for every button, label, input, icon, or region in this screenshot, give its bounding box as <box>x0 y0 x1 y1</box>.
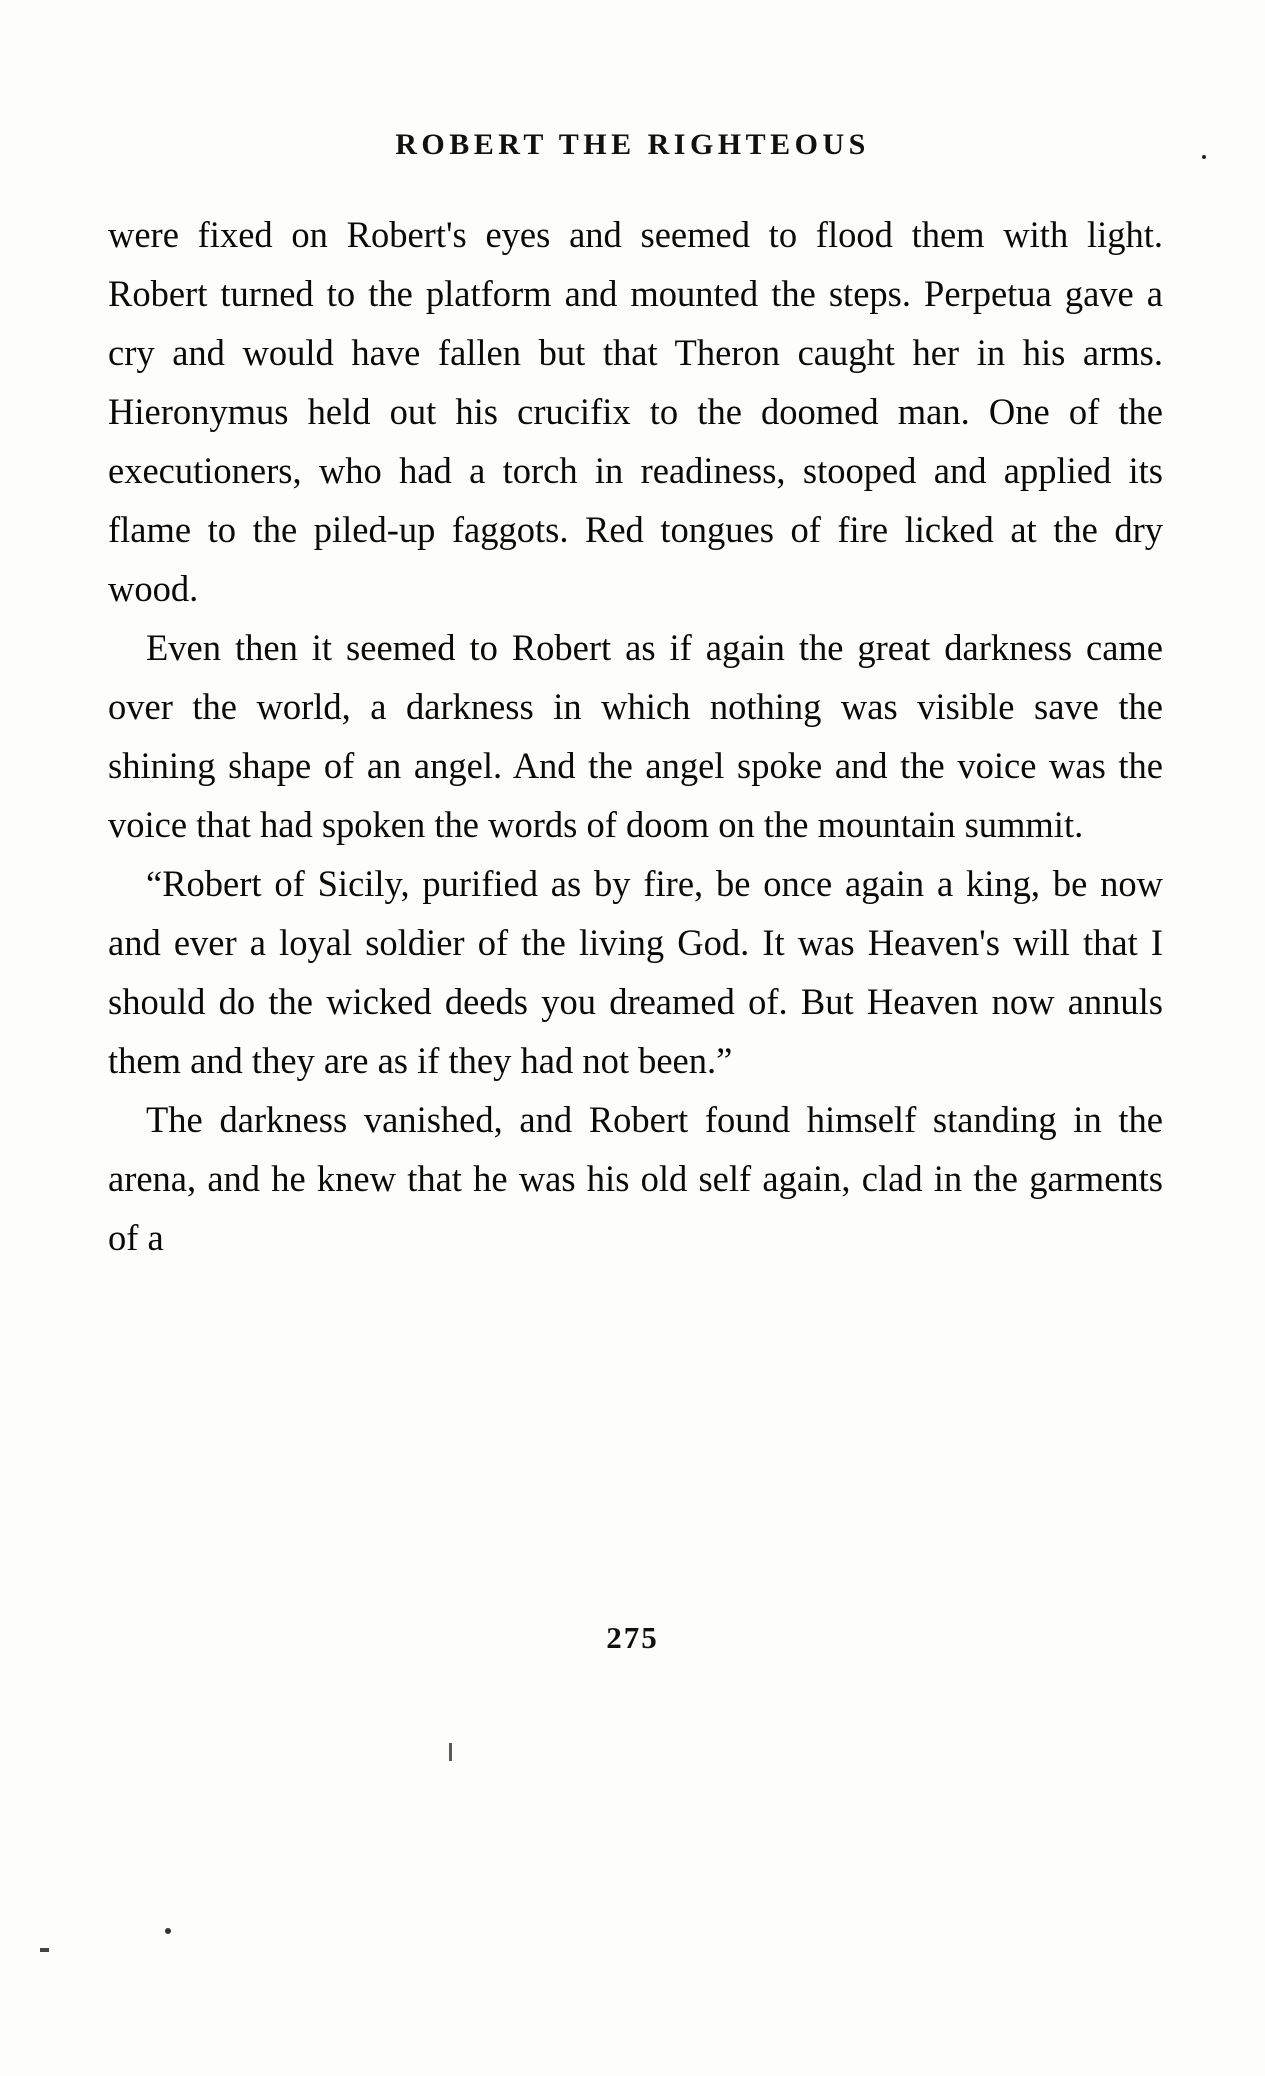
page-number: 275 <box>606 1620 659 1655</box>
paragraph-3: “Robert of Sicily, purified as by fire, be once again a king, be now and ever a loyal soldier of the living God. It was Heaven's will that I should do the wicked deeds you dreamed of. But Heaven now annuls them and they are as if they had not been.” <box>108 863 1163 1081</box>
margin-speck-top-right <box>1202 155 1206 159</box>
running-head: ROBERT THE RIGHTEOUS <box>395 128 870 161</box>
printing-speck-lower-left <box>165 1928 171 1934</box>
paragraph-1: were fixed on Robert's eyes and seemed to flood them with light. Robert turned to the platform and mounted the steps. Perpetua gave a cry and would have fallen but that Theron caught her in his arms. Hieronymus held out his crucifix to the doomed man. One of the executioners, who had a torch in readiness, stooped and applied its flame to the piled-up faggots. Red tongues of fire licked at the dry wood. <box>108 214 1163 609</box>
printing-mark-far-left <box>40 1948 49 1952</box>
paragraph-4: The darkness vanished, and Robert found himself standing in the arena, and he knew that he was his old self again, clad in the garments of a <box>108 1099 1163 1258</box>
printing-mark-center <box>449 1743 452 1761</box>
paragraph-2: Even then it seemed to Robert as if again the great darkness came over the world, a darkness in which nothing was visible save the shining shape of an angel. And the angel spoke and the voice was the voice that had spoken the words of doom on the mountain summit. <box>108 627 1163 845</box>
body-text <box>108 205 1163 1267</box>
